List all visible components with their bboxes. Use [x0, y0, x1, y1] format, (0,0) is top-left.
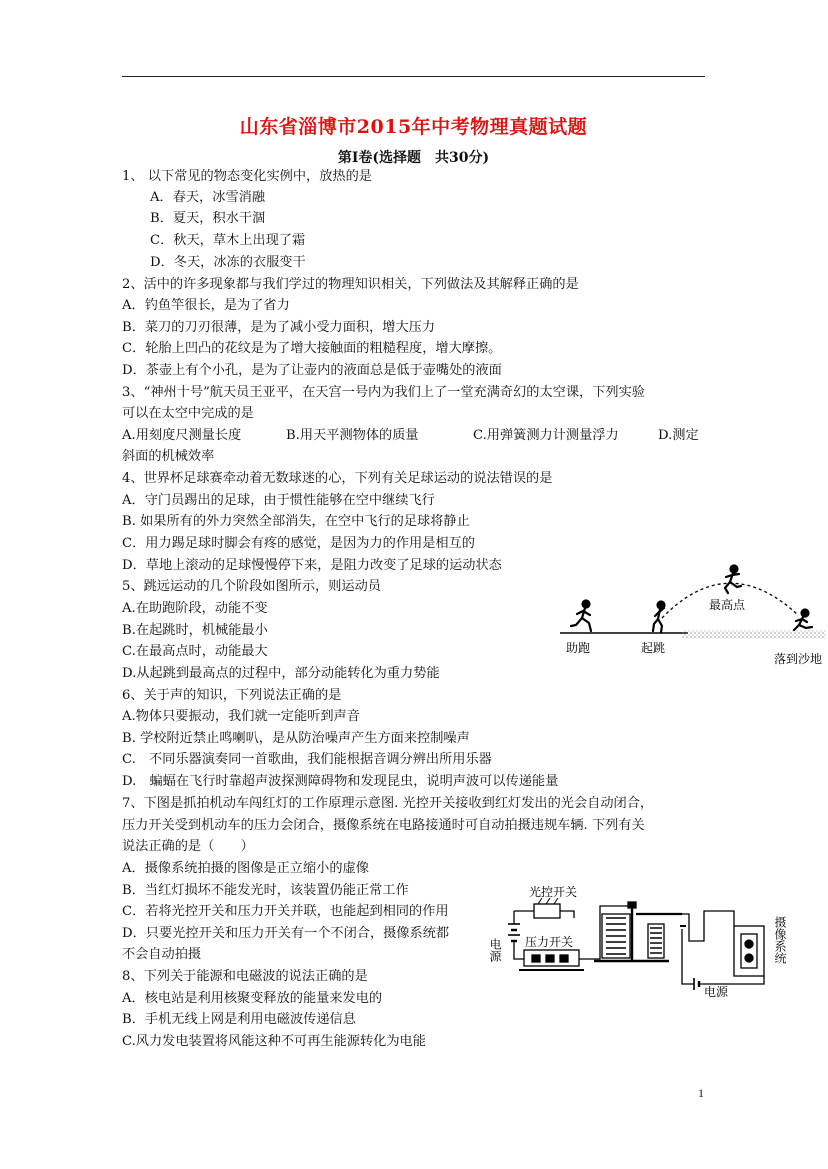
- runner-icon: [571, 601, 591, 632]
- q6-option-b: B. 学校附近禁止鸣喇叭，是从防治噪声产生方面来控制噪声: [122, 731, 470, 746]
- q6-option-c: C. 不同乐器演奏同一首歌曲，我们能根据音调分辨出所用乐器: [122, 752, 492, 767]
- label-takeoff: 起跳: [641, 641, 666, 655]
- q1-option-c: C．秋天，草木上出现了霜: [150, 233, 306, 248]
- q8-option-a: A．核电站是利用核聚变释放的能量来发电的: [122, 991, 383, 1006]
- header-rule: [122, 76, 705, 77]
- q1-option-d: D．冬天，冰冻的衣服变干: [150, 255, 306, 270]
- q6-option-a: A.物体只要振动，我们就一定能听到声音: [122, 709, 360, 724]
- section-heading: 第Ⅰ卷(选择题 共30分): [337, 150, 490, 166]
- q5-stem: 5、跳远运动的几个阶段如图所示，则运动员: [122, 579, 381, 594]
- label-pressure-switch: 压力开关: [525, 935, 574, 949]
- q7-stem-line3: 说法正确的是（ ）: [122, 839, 254, 854]
- q8-option-c: C.风力发电装置将风能这种不可再生能源转化为电能: [122, 1034, 426, 1049]
- q7-stem-line1: 7、下图是抓拍机动车闯红灯的工作原理示意图. 光控开关接收到红灯发出的光会自动闭合，: [122, 796, 654, 811]
- q7-option-c: C．若将光控开关和压力开关并联，也能起到相同的作用: [122, 904, 449, 919]
- q2-option-d: D．茶壶上有个小孔，是为了让壶内的液面总是低于壶嘴处的液面: [122, 363, 502, 378]
- q2-option-c: C．轮胎上凹凸的花纹是为了增大接触面的粗糙程度，增大摩擦。: [122, 341, 502, 356]
- q4-stem: 4、世界杯足球赛牵动着无数球迷的心，下列有关足球运动的说法错误的是: [122, 471, 553, 486]
- q8-option-b: B．手机无线上网是利用电磁波传递信息: [122, 1012, 356, 1027]
- q7-stem-line2: 压力开关受到机动车的压力会闭合，摄像系统在电路接通时可自动拍摄违规车辆. 下列有关: [122, 818, 645, 833]
- q8-stem: 8、下列关于能源和电磁波的说法正确的是: [122, 969, 368, 984]
- label-top: 最高点: [709, 598, 746, 612]
- q2-option-b: B．菜刀的刀刃很薄，是为了减小受力面积，增大压力: [122, 320, 436, 335]
- q6-stem: 6、关于声的知识，下列说法正确的是: [122, 688, 342, 703]
- page-number: 1: [698, 1086, 704, 1100]
- label-run: 助跑: [566, 641, 591, 655]
- q5-option-a: A.在助跑阶段，动能不变: [122, 601, 268, 616]
- q4-option-c: C．用力踢足球时脚会有疼的感觉，是因为力的作用是相互的: [122, 536, 475, 551]
- q1-option-a: A．春天，冰雪消融: [150, 190, 266, 205]
- q7-option-d-cont: 不会自动拍摄: [122, 947, 202, 962]
- q2-option-a: A．钓鱼竿很长，是为了省力: [122, 298, 290, 313]
- label-land: 落到沙地: [774, 652, 823, 666]
- long-jump-figure: [558, 560, 828, 670]
- q2-stem: 2、活中的许多现象都与我们学过的物理知识相关，下列做法及其解释正确的是: [122, 277, 579, 292]
- q4-option-b: B. 如果所有的外力突然全部消失，在空中飞行的足球将静止: [122, 514, 470, 529]
- q3-stem-line2: 可以在太空中完成的是: [122, 406, 254, 421]
- circuit-figure: [488, 866, 794, 1001]
- q4-option-d: D．草地上滚动的足球慢慢停下来，是阻力改变了足球的运动状态: [122, 558, 502, 573]
- q3-option-d: D.测定: [658, 428, 699, 443]
- label-power-bottom: 电源: [704, 985, 729, 999]
- q7-option-b: B．当红灯损坏不能发光时，该装置仍能正常工作: [122, 883, 409, 898]
- q7-option-a: A．摄像系统拍摄的图像是正立缩小的虚像: [122, 861, 369, 876]
- label-camera-system: 摄像系统: [773, 916, 787, 964]
- q3-option-c: C.用弹簧测力计测量浮力: [473, 428, 619, 443]
- q1-stem: 1、 以下常见的物态变化实例中，放热的是: [122, 169, 372, 184]
- q3-option-b: B.用天平测物体的质量: [286, 428, 419, 443]
- sand-pit: [682, 630, 826, 639]
- q7-option-d: D．只要光控开关和压力开关有一个不闭合，摄像系统都: [122, 926, 450, 941]
- q5-option-d: D.从起跳到最高点的过程中，部分动能转化为重力势能: [122, 666, 440, 681]
- q3-option-d-cont: 斜面的机械效率: [122, 449, 215, 464]
- label-light-switch: 光控开关: [529, 885, 578, 899]
- q4-option-a: A．守门员踢出的足球，由于惯性能够在空中继续飞行: [122, 493, 435, 508]
- airborne-jumper-icon: [725, 566, 741, 594]
- q5-option-b: B.在起跳时，机械能最小: [122, 623, 268, 638]
- label-power-left: 电源: [488, 938, 502, 962]
- q1-option-b: B．夏天，积水干涸: [150, 211, 266, 226]
- q3-stem-line1: 3、“神州十号”航天员王亚平，在天宫一号内为我们上了一堂充满奇幻的太空课，下列实验: [122, 385, 645, 400]
- q5-option-c: C.在最高点时，动能最大: [122, 644, 268, 659]
- page-title: 山东省淄博市2015年中考物理真题试题: [239, 116, 588, 138]
- q6-option-d: D. 蝙蝠在飞行时靠超声波探测障碍物和发现昆虫，说明声波可以传递能量: [122, 774, 559, 789]
- q3-option-a: A.用刻度尺测量长度: [122, 428, 242, 443]
- landing-jumper-icon: [794, 610, 812, 631]
